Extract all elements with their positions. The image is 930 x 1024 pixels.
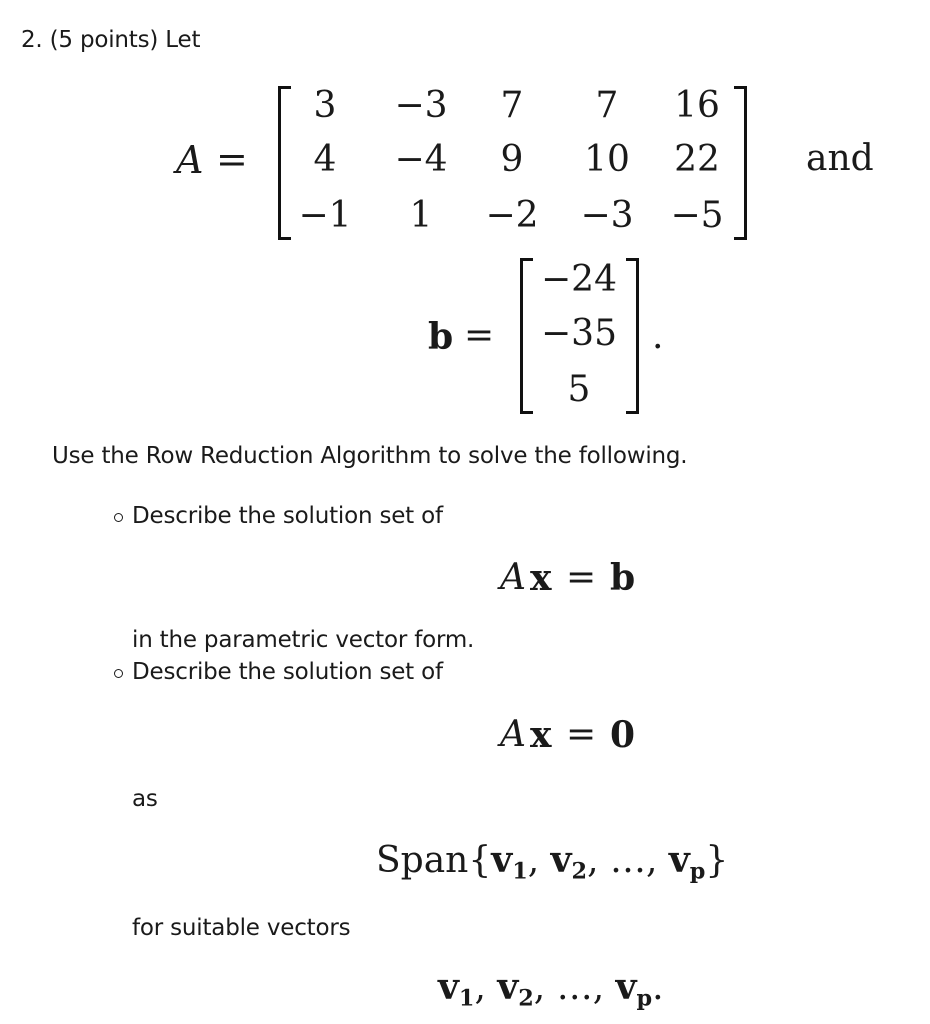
span-v1-subscript: 1 — [512, 858, 528, 885]
list-v1-subscript: 1 — [458, 985, 475, 1012]
equation-matrix-symbol: A — [500, 557, 526, 598]
list-vp: v — [615, 966, 637, 1008]
vectors-list: $v_1$, $v_2$, …, $v_p$. — [438, 966, 664, 1012]
matrix-a-cell: −5 — [670, 195, 724, 236]
matrix-a-cell: 9 — [500, 139, 524, 180]
equation-x-vector: x — [530, 557, 552, 599]
equation-rhs-zero: 0 — [610, 714, 636, 756]
span-ellipsis: … — [609, 840, 646, 881]
matrix-a-cell: 10 — [584, 139, 630, 180]
matrix-a-cell: 1 — [409, 195, 433, 236]
matrix-a-cell: 4 — [313, 139, 337, 180]
vector-b-equals: = — [464, 315, 495, 356]
equation-x-vector: x — [530, 714, 552, 756]
list-vp-subscript: p — [636, 985, 653, 1012]
task-1-after: in the parametric vector form. — [132, 627, 475, 653]
span-v2: v — [550, 839, 572, 881]
span-expression: $Span\{v_1$, $v_2$, …, $v_p$} — [376, 839, 729, 885]
matrix-a-cell: 3 — [313, 85, 337, 126]
vector-b-label: b — [428, 316, 454, 358]
matrix-a-cell: 7 — [595, 85, 619, 126]
connector-and: and — [806, 138, 874, 179]
span-v1: v — [491, 839, 513, 881]
as-text: as — [132, 786, 158, 812]
equation-equals: = — [566, 714, 597, 755]
vector-b-right-bracket — [626, 258, 639, 414]
bullet-icon — [114, 669, 123, 678]
equation-rhs-b: b — [610, 557, 636, 599]
matrix-a-cell: −2 — [485, 195, 539, 236]
matrix-a-cell: −1 — [298, 195, 352, 236]
vector-b-period: . — [652, 316, 664, 357]
span-vp-subscript: p — [689, 858, 706, 885]
equation-equals: = — [566, 557, 597, 598]
vector-b-entry: 5 — [567, 369, 591, 410]
list-v1: v — [438, 966, 459, 1008]
matrix-a-equals: = — [216, 137, 248, 181]
span-close-brace: } — [705, 840, 729, 881]
matrix-a-cell: 16 — [674, 85, 720, 126]
task-2-intro: Describe the solution set of — [132, 659, 443, 685]
instruction-text: Use the Row Reduction Algorithm to solve the following. — [52, 443, 688, 469]
list-v2-subscript: 2 — [518, 985, 534, 1012]
matrix-a-cell: 7 — [500, 85, 524, 126]
vector-b-entry: −35 — [541, 313, 617, 354]
list-v2: v — [497, 966, 519, 1008]
matrix-a-cell: 22 — [674, 139, 720, 180]
equation-matrix-symbol: A — [500, 714, 526, 755]
matrix-a-label: A — [176, 138, 204, 182]
list-ellipsis: … — [556, 967, 593, 1008]
matrix-a-cell: −3 — [394, 85, 448, 126]
matrix-a-cell: −3 — [580, 195, 634, 236]
matrix-a-cell: −4 — [394, 139, 448, 180]
span-vp: v — [668, 839, 690, 881]
task-1-intro: Describe the solution set of — [132, 503, 443, 529]
span-word: Span — [376, 840, 469, 881]
span-open-brace: { — [468, 840, 492, 881]
matrix-a-right-bracket — [734, 86, 747, 240]
list-period: . — [652, 967, 664, 1008]
problem-header: 2. (5 points) Let — [21, 27, 201, 53]
vector-b-entry: −24 — [541, 259, 617, 300]
bullet-icon — [114, 513, 123, 522]
for-suitable-text: for suitable vectors — [132, 915, 351, 941]
span-v2-subscript: 2 — [571, 858, 588, 885]
